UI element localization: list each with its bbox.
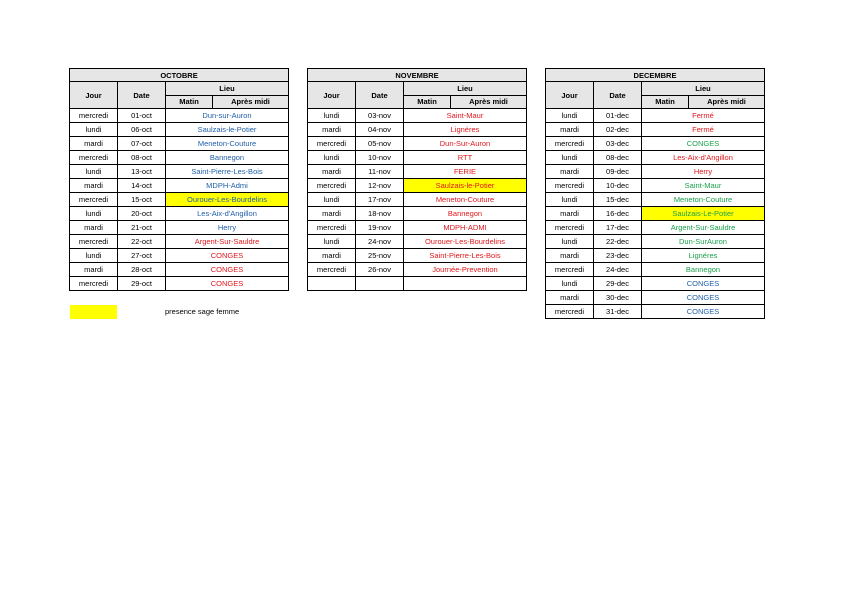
lieu-cell: Saulzais-le-Potier bbox=[404, 179, 527, 193]
table-row bbox=[546, 235, 765, 249]
lieu-cell: Saint-Maur bbox=[642, 179, 765, 193]
date-cell: 09-dec bbox=[594, 165, 642, 179]
jour-cell: mardi bbox=[308, 249, 356, 263]
lieu-cell: Saint-Pierre-Les-Bois bbox=[166, 165, 289, 179]
table-row bbox=[546, 179, 765, 193]
lieu-cell: CONGES bbox=[166, 277, 289, 291]
table-row bbox=[308, 193, 527, 207]
table-row bbox=[546, 221, 765, 235]
table-row bbox=[546, 151, 765, 165]
lieu-cell: Fermé bbox=[642, 109, 765, 123]
lieu-cell: Argent-Sur-Sauldre bbox=[642, 221, 765, 235]
lieu-cell: Lignéres bbox=[404, 123, 527, 137]
table-row bbox=[308, 235, 527, 249]
date-cell: 04-nov bbox=[356, 123, 404, 137]
table-row bbox=[546, 193, 765, 207]
table-row bbox=[70, 249, 289, 263]
header-date: Date bbox=[594, 82, 642, 109]
lieu-cell: Ourouer-Les-Bourdelins bbox=[404, 235, 527, 249]
date-cell: 16-dec bbox=[594, 207, 642, 221]
jour-cell: mardi bbox=[70, 263, 118, 277]
jour-cell: mardi bbox=[546, 249, 594, 263]
jour-cell: mercredi bbox=[70, 277, 118, 291]
table-row bbox=[70, 137, 289, 151]
lieu-cell: Meneton-Couture bbox=[642, 193, 765, 207]
lieu-cell: CONGES bbox=[642, 137, 765, 151]
table-row bbox=[308, 207, 527, 221]
table-row bbox=[70, 277, 289, 291]
date-cell: 06-oct bbox=[118, 123, 166, 137]
jour-cell: lundi bbox=[546, 109, 594, 123]
table-row bbox=[546, 249, 765, 263]
date-cell: 24-nov bbox=[356, 235, 404, 249]
jour-cell: mercredi bbox=[546, 179, 594, 193]
jour-cell: lundi bbox=[70, 207, 118, 221]
header-lieu-sub bbox=[404, 95, 527, 109]
table-row bbox=[546, 263, 765, 277]
table-row bbox=[546, 305, 765, 319]
jour-cell: mardi bbox=[308, 165, 356, 179]
jour-cell: lundi bbox=[546, 277, 594, 291]
date-cell: 17-nov bbox=[356, 193, 404, 207]
table-row bbox=[70, 207, 289, 221]
date-cell: 25-nov bbox=[356, 249, 404, 263]
jour-cell: lundi bbox=[308, 235, 356, 249]
date-cell: 23-dec bbox=[594, 249, 642, 263]
lieu-cell: Dun-Sur-Auron bbox=[404, 137, 527, 151]
date-cell: 02-dec bbox=[594, 123, 642, 137]
table-row bbox=[308, 109, 527, 123]
date-cell: 22-dec bbox=[594, 235, 642, 249]
table-row bbox=[70, 123, 289, 137]
jour-cell: mardi bbox=[70, 137, 118, 151]
table-row bbox=[308, 137, 527, 151]
lieu-cell: Herry bbox=[166, 221, 289, 235]
date-cell: 20-oct bbox=[118, 207, 166, 221]
date-cell: 17-dec bbox=[594, 221, 642, 235]
table-row bbox=[308, 179, 527, 193]
date-cell: 19-nov bbox=[356, 221, 404, 235]
table-row bbox=[308, 165, 527, 179]
table-row bbox=[546, 123, 765, 137]
lieu-cell: Bannegon bbox=[404, 207, 527, 221]
lieu-cell: Journée-Prevention bbox=[404, 263, 527, 277]
date-cell: 15-oct bbox=[118, 193, 166, 207]
date-cell: 29-oct bbox=[118, 277, 166, 291]
table-row bbox=[546, 277, 765, 291]
date-cell: 08-dec bbox=[594, 151, 642, 165]
jour-cell: mardi bbox=[546, 165, 594, 179]
date-cell: 24-dec bbox=[594, 263, 642, 277]
month-table-decembre bbox=[545, 68, 765, 319]
date-cell: 31-dec bbox=[594, 305, 642, 319]
date-cell: 18-nov bbox=[356, 207, 404, 221]
jour-cell: mardi bbox=[546, 291, 594, 305]
jour-cell: mardi bbox=[70, 179, 118, 193]
jour-cell: lundi bbox=[70, 249, 118, 263]
lieu-cell: Saint-Maur bbox=[404, 109, 527, 123]
header-jour: Jour bbox=[546, 82, 594, 109]
month-table-octobre bbox=[69, 68, 289, 291]
lieu-cell: RTT bbox=[404, 151, 527, 165]
date-cell: 05-nov bbox=[356, 137, 404, 151]
lieu-cell: Dun-SurAuron bbox=[642, 235, 765, 249]
table-row bbox=[308, 249, 527, 263]
table-row bbox=[308, 151, 527, 165]
date-cell: 01-oct bbox=[118, 109, 166, 123]
date-cell: 10-nov bbox=[356, 151, 404, 165]
jour-cell: mercredi bbox=[308, 179, 356, 193]
jour-cell: mercredi bbox=[546, 305, 594, 319]
lieu-cell: FERIE bbox=[404, 165, 527, 179]
header-lieu: Lieu bbox=[166, 82, 289, 96]
header-lieu-sub bbox=[166, 95, 289, 109]
lieu-cell: Lignéres bbox=[642, 249, 765, 263]
jour-cell: lundi bbox=[308, 109, 356, 123]
date-cell: 08-oct bbox=[118, 151, 166, 165]
date-cell: 14-oct bbox=[118, 179, 166, 193]
lieu-cell: Bannegon bbox=[642, 263, 765, 277]
jour-cell: mercredi bbox=[70, 235, 118, 249]
table-row bbox=[70, 109, 289, 123]
jour-cell: mercredi bbox=[546, 263, 594, 277]
lieu-cell bbox=[404, 277, 527, 291]
table-row bbox=[70, 165, 289, 179]
jour-cell: lundi bbox=[546, 235, 594, 249]
legend-label: presence sage femme bbox=[165, 307, 240, 316]
jour-cell: mercredi bbox=[70, 151, 118, 165]
lieu-cell: CONGES bbox=[642, 291, 765, 305]
lieu-cell: CONGES bbox=[642, 305, 765, 319]
lieu-cell: Bannegon bbox=[166, 151, 289, 165]
table-row bbox=[70, 221, 289, 235]
date-cell: 13-oct bbox=[118, 165, 166, 179]
header-apres-midi: Après midi bbox=[469, 96, 508, 106]
legend-swatch bbox=[70, 305, 117, 319]
jour-cell: mercredi bbox=[308, 137, 356, 151]
lieu-cell: Saint-Pierre-Les-Bois bbox=[404, 249, 527, 263]
table-row bbox=[308, 277, 527, 291]
jour-cell: lundi bbox=[546, 193, 594, 207]
date-cell: 01-dec bbox=[594, 109, 642, 123]
table-row bbox=[70, 263, 289, 277]
table-row bbox=[546, 109, 765, 123]
date-cell: 07-oct bbox=[118, 137, 166, 151]
date-cell: 26-nov bbox=[356, 263, 404, 277]
header-matin: Matin bbox=[166, 96, 213, 108]
lieu-cell: Ourouer-Les-Bourdelins bbox=[166, 193, 289, 207]
jour-cell: mardi bbox=[70, 221, 118, 235]
date-cell: 29-dec bbox=[594, 277, 642, 291]
jour-cell: mardi bbox=[546, 207, 594, 221]
lieu-cell: Dun-sur-Auron bbox=[166, 109, 289, 123]
month-title: DECEMBRE bbox=[546, 69, 765, 82]
table-row bbox=[70, 151, 289, 165]
month-title: OCTOBRE bbox=[70, 69, 289, 82]
lieu-cell: Les-Aix-d'Angillon bbox=[642, 151, 765, 165]
jour-cell: mardi bbox=[308, 123, 356, 137]
lieu-cell: Saulzais-le-Potier bbox=[166, 123, 289, 137]
header-jour: Jour bbox=[70, 82, 118, 109]
lieu-cell: Meneton-Couture bbox=[404, 193, 527, 207]
table-row bbox=[546, 207, 765, 221]
lieu-cell: Saulzais-Le-Potier bbox=[642, 207, 765, 221]
table-row bbox=[70, 235, 289, 249]
date-cell: 12-nov bbox=[356, 179, 404, 193]
jour-cell: lundi bbox=[546, 151, 594, 165]
lieu-cell: CONGES bbox=[166, 249, 289, 263]
month-table-novembre bbox=[307, 68, 527, 291]
header-lieu: Lieu bbox=[642, 82, 765, 96]
header-date: Date bbox=[356, 82, 404, 109]
header-matin: Matin bbox=[642, 96, 689, 108]
lieu-cell: CONGES bbox=[166, 263, 289, 277]
jour-cell: lundi bbox=[308, 151, 356, 165]
table-row bbox=[546, 137, 765, 151]
date-cell: 22-oct bbox=[118, 235, 166, 249]
table-row bbox=[70, 179, 289, 193]
date-cell: 10-dec bbox=[594, 179, 642, 193]
jour-cell: lundi bbox=[70, 165, 118, 179]
table-row bbox=[308, 263, 527, 277]
header-lieu-sub bbox=[642, 95, 765, 109]
date-cell bbox=[356, 277, 404, 291]
date-cell: 27-oct bbox=[118, 249, 166, 263]
jour-cell: mardi bbox=[546, 123, 594, 137]
date-cell: 11-nov bbox=[356, 165, 404, 179]
date-cell: 28-oct bbox=[118, 263, 166, 277]
jour-cell: lundi bbox=[70, 123, 118, 137]
jour-cell: mercredi bbox=[546, 221, 594, 235]
lieu-cell: Meneton-Couture bbox=[166, 137, 289, 151]
jour-cell: mardi bbox=[308, 207, 356, 221]
jour-cell: mercredi bbox=[70, 109, 118, 123]
lieu-cell: Herry bbox=[642, 165, 765, 179]
table-row bbox=[308, 221, 527, 235]
jour-cell: mercredi bbox=[308, 221, 356, 235]
header-lieu: Lieu bbox=[404, 82, 527, 96]
date-cell: 21-oct bbox=[118, 221, 166, 235]
date-cell: 15-dec bbox=[594, 193, 642, 207]
header-matin: Matin bbox=[404, 96, 451, 108]
lieu-cell: Fermé bbox=[642, 123, 765, 137]
jour-cell: mercredi bbox=[308, 263, 356, 277]
header-apres-midi: Après midi bbox=[231, 96, 270, 106]
lieu-cell: MDPH-ADMI bbox=[404, 221, 527, 235]
table-row bbox=[70, 193, 289, 207]
table-row bbox=[546, 291, 765, 305]
header-date: Date bbox=[118, 82, 166, 109]
lieu-cell: Argent-Sur-Sauldre bbox=[166, 235, 289, 249]
date-cell: 03-dec bbox=[594, 137, 642, 151]
date-cell: 03-nov bbox=[356, 109, 404, 123]
month-title: NOVEMBRE bbox=[308, 69, 527, 82]
lieu-cell: Les-Aix-d'Angillon bbox=[166, 207, 289, 221]
table-row bbox=[546, 165, 765, 179]
date-cell: 30-dec bbox=[594, 291, 642, 305]
jour-cell: mercredi bbox=[70, 193, 118, 207]
jour-cell: mercredi bbox=[546, 137, 594, 151]
lieu-cell: CONGES bbox=[642, 277, 765, 291]
lieu-cell: MDPH-Admi bbox=[166, 179, 289, 193]
jour-cell bbox=[308, 277, 356, 291]
header-apres-midi: Après midi bbox=[707, 96, 746, 106]
jour-cell: lundi bbox=[308, 193, 356, 207]
header-jour: Jour bbox=[308, 82, 356, 109]
table-row bbox=[308, 123, 527, 137]
